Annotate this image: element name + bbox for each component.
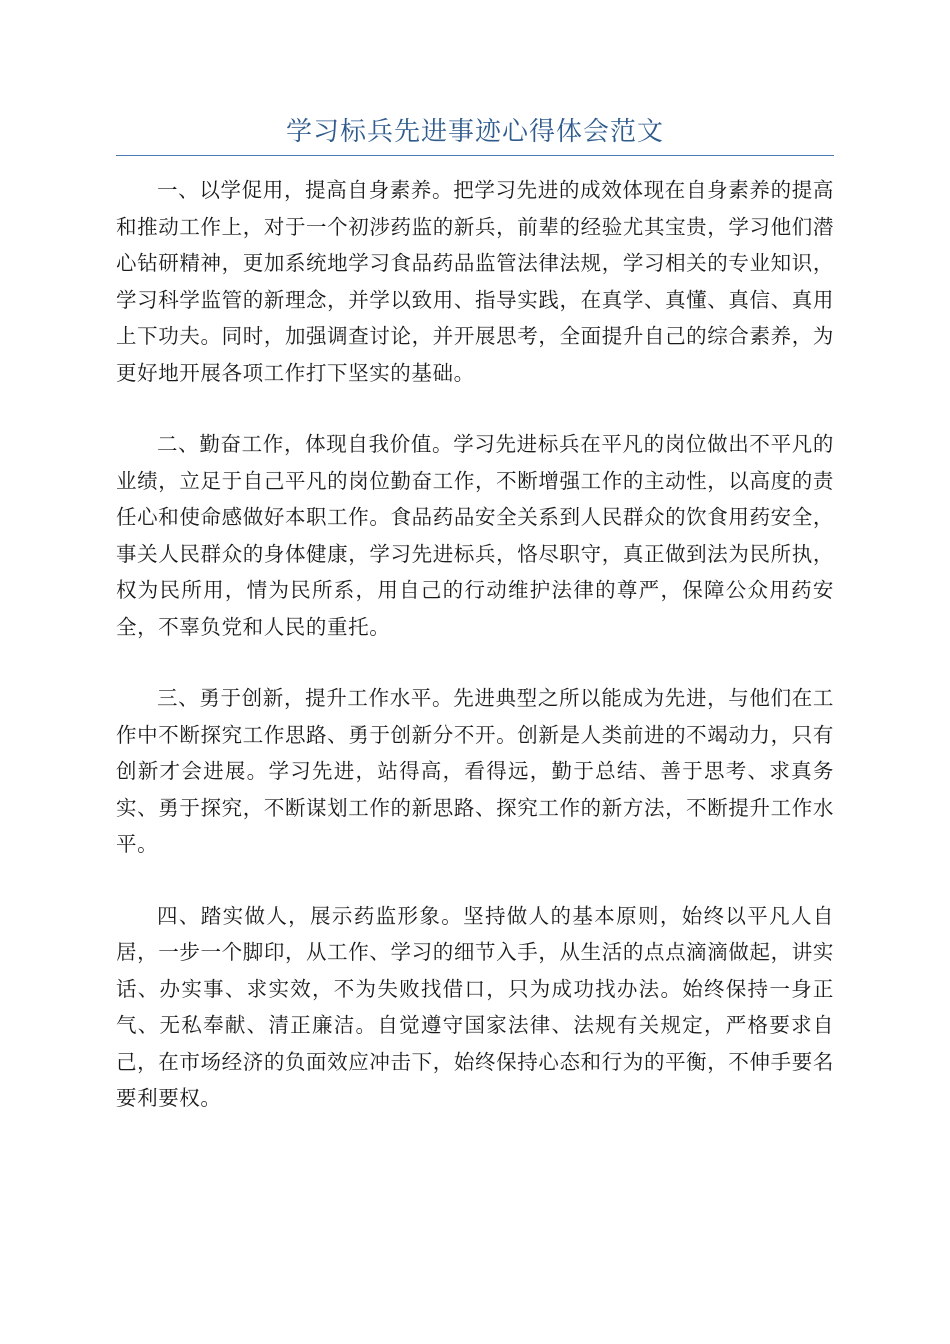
paragraph-2: 二、勤奋工作，体现自我价值。学习先进标兵在平凡的岗位做出不平凡的业绩，立足于自己平凡的岗位勤奋工作，不断增强工作的主动性，以高度的责任心和使命感做好本职工作。食品药品安全关系到人民群众的饮食用药安全，事关人民群众的身体健康，学习先进标兵，恪尽职守，真正做到法为民所执，权为民所用，情为民所系，用自己的行动维护法律的尊严，保障公众用药安全，不辜负党和人民的重托。 — [116, 432, 834, 639]
paragraph-3: 三、勇于创新，提升工作水平。先进典型之所以能成为先进，与他们在工作中不断探究工作思路、勇于创新分不开。创新是人类前进的不竭动力，只有创新才会进展。学习先进，站得高，看得远，勤于总结、善于思考、求真务实、勇于探究，不断谋划工作的新思路、探究工作的新方法，不断提升工作水平。 — [116, 686, 834, 856]
title-underline — [116, 155, 834, 156]
document-body — [116, 172, 834, 1152]
page-title: 学习标兵先进事迹心得体会范文 — [285, 117, 664, 147]
paragraph-1: 一、以学促用，提高自身素养。把学习先进的成效体现在自身素养的提高和推动工作上，对于一个初涉药监的新兵，前辈的经验尤其宝贵，学习他们潜心钻研精神，更加系统地学习食品药品监管法律法规，学习相关的专业知识，学习科学监管的新理念，并学以致用、指导实践，在真学、真懂、真信、真用上下功夫。同时，加强调查讨论，并开展思考，全面提升自己的综合素养，为更好地开展各项工作打下坚实的基础。 — [116, 178, 834, 385]
paragraph-4: 四、踏实做人，展示药监形象。坚持做人的基本原则，始终以平凡人自居，一步一个脚印，从工作、学习的细节入手，从生活的点点滴滴做起，讲实话、办实事、求实效，不为失败找借口，只为成功找办法。始终保持一身正气、无私奉献、清正廉洁。自觉遵守国家法律、法规有关规定，严格要求自己，在市场经济的负面效应冲击下，始终保持心态和行为的平衡，不伸手要名要利要权。 — [116, 903, 834, 1110]
